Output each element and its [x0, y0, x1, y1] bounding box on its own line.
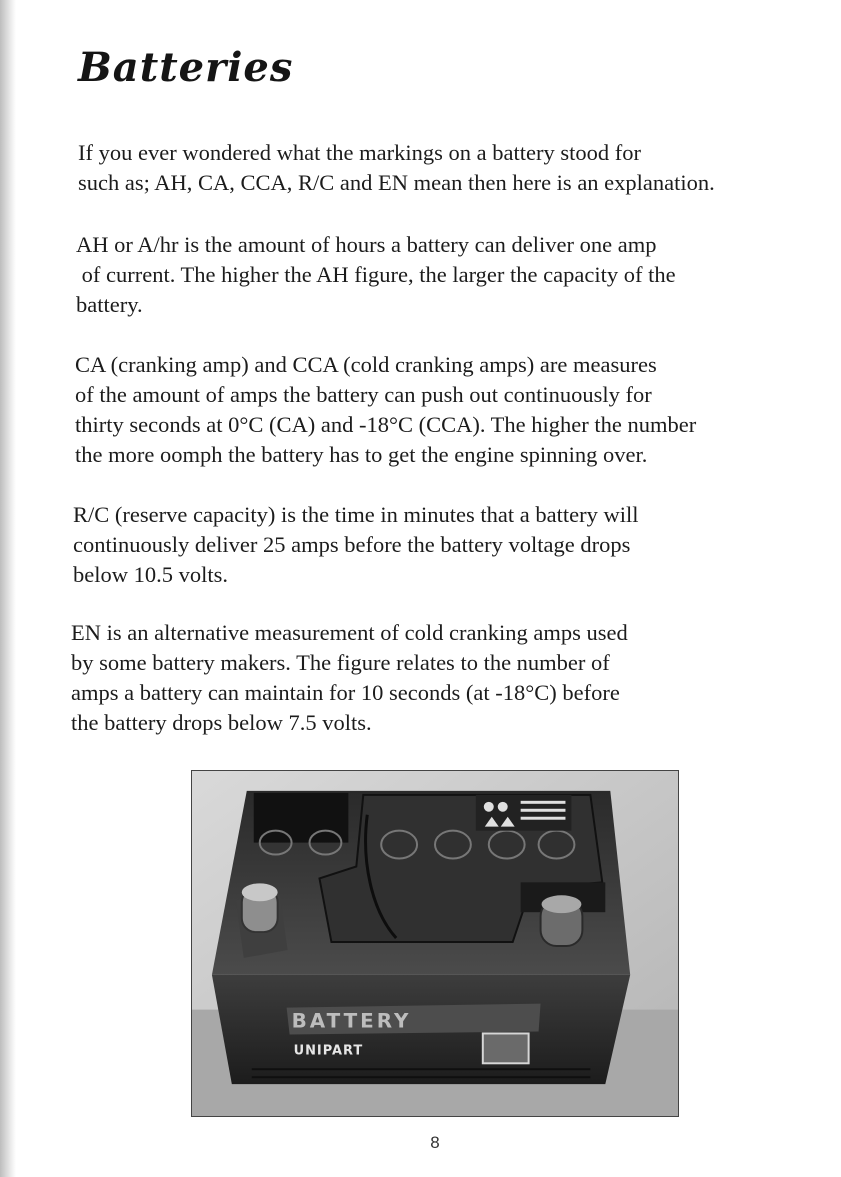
text-line: thirty seconds at 0°C (CA) and -18°C (CCA). The higher the number	[75, 412, 697, 437]
text-line: of the amount of amps the battery can push out continuously for	[75, 382, 652, 407]
battery-maker-label: UNIPART	[293, 1043, 364, 1059]
battery-photo	[191, 770, 679, 1117]
intro-paragraph	[78, 138, 798, 198]
ah-paragraph	[76, 230, 796, 320]
text-line: R/C (reserve capacity) is the time in minutes that a battery will	[73, 502, 639, 527]
battery-illustration	[192, 771, 678, 1116]
text-line: If you ever wondered what the markings on a battery stood for	[78, 140, 641, 165]
rc-paragraph	[73, 500, 793, 590]
battery-brand-label: BATTERY	[291, 1009, 412, 1033]
text-line: by some battery makers. The figure relates to the number of	[71, 650, 610, 675]
text-line: the more oomph the battery has to get the engine spinning over.	[75, 442, 648, 467]
text-line: of current. The higher the AH figure, the larger the capacity of the	[76, 262, 676, 287]
text-line: battery.	[76, 292, 143, 317]
page-number: 8	[430, 1133, 440, 1152]
text-line: such as; AH, CA, CCA, R/C and EN mean then here is an explanation.	[78, 170, 715, 195]
text-line: EN is an alternative measurement of cold cranking amps used	[71, 620, 628, 645]
text-line: amps a battery can maintain for 10 seconds (at -18°C) before	[71, 680, 620, 705]
text-line: below 10.5 volts.	[73, 562, 228, 587]
ca-cca-paragraph	[75, 350, 795, 470]
page-binding-shadow	[0, 0, 16, 1177]
page-title: Batteries	[78, 44, 294, 91]
text-line: AH or A/hr is the amount of hours a battery can deliver one amp	[76, 232, 657, 257]
en-paragraph	[71, 618, 791, 738]
text-line: CA (cranking amp) and CCA (cold cranking amps) are measures	[75, 352, 657, 377]
text-line: the battery drops below 7.5 volts.	[71, 710, 372, 735]
text-line: continuously deliver 25 amps before the battery voltage drops	[73, 532, 631, 557]
